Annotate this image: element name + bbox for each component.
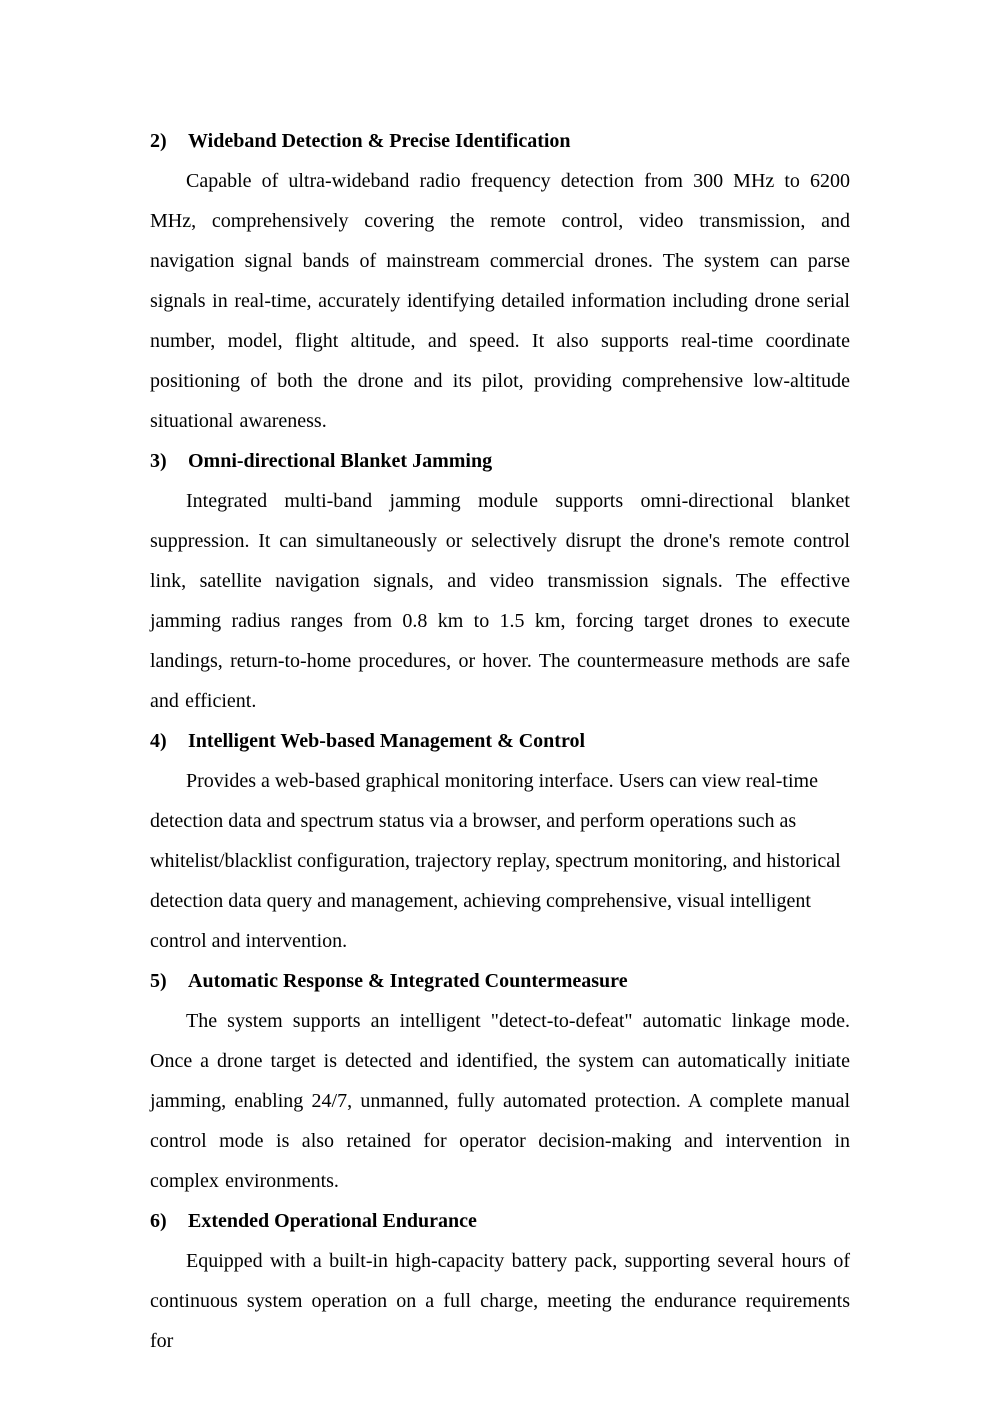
section-paragraph: Equipped with a built-in high-capacity battery pack, supporting several hours of continuous system operation on a full charge, meeting the endurance requirements for [150, 1250, 850, 1352]
section-paragraph: Provides a web-based graphical monitoring interface. Users can view real-time detection data and spectrum status via a browser, and perform operations such as whitelist/blacklist configuration, trajectory replay, spectrum monitoring, and historical detection data query and management, achieving comprehensive, visual intelligent control and intervention. [150, 770, 841, 952]
section-wideband-detection [150, 121, 850, 441]
section-heading [150, 121, 850, 161]
section-heading [150, 441, 850, 481]
section-title: Omni-directional Blanket Jamming [188, 450, 493, 472]
section-automatic-response [150, 961, 850, 1201]
section-heading [150, 961, 850, 1001]
section-blanket-jamming [150, 441, 850, 721]
section-number: 3) [150, 450, 167, 472]
section-heading [150, 1201, 850, 1241]
section-web-management [150, 721, 850, 961]
section-number: 5) [150, 970, 167, 992]
section-paragraph: Capable of ultra-wideband radio frequency detection from 300 MHz to 6200 MHz, comprehensively covering the remote control, video transmission, and navigation signal bands of mainstream commercial drones. The system can parse signals in real-time, accurately identifying detailed information including drone serial number, model, flight altitude, and speed. It also supports real-time coordinate positioning of both the drone and its pilot, providing comprehensive low-altitude situational awareness. [150, 170, 850, 432]
section-paragraph: The system supports an intelligent "detect-to-defeat" automatic linkage mode. Once a drone target is detected and identified, the system can automatically initiate jamming, enabling 24/7, unmanned, fully automated protection. A complete manual control mode is also retained for operator decision-making and intervention in complex environments. [150, 1010, 850, 1192]
section-title: Extended Operational Endurance [188, 1210, 477, 1232]
section-title: Automatic Response & Integrated Countermeasure [188, 970, 628, 992]
section-paragraph: Integrated multi-band jamming module supports omni-directional blanket suppression. It can simultaneously or selectively disrupt the drone's remote control link, satellite navigation signals, and video transmission signals. The effective jamming radius ranges from 0.8 km to 1.5 km, forcing target drones to execute landings, return-to-home procedures, or hover. The countermeasure methods are safe and efficient. [150, 490, 850, 712]
section-heading [150, 721, 850, 761]
section-operational-endurance [150, 1201, 850, 1361]
section-number: 6) [150, 1210, 167, 1232]
section-number: 2) [150, 130, 167, 152]
section-number: 4) [150, 730, 167, 752]
section-title: Intelligent Web-based Management & Control [188, 730, 586, 752]
section-title: Wideband Detection & Precise Identification [188, 130, 571, 152]
